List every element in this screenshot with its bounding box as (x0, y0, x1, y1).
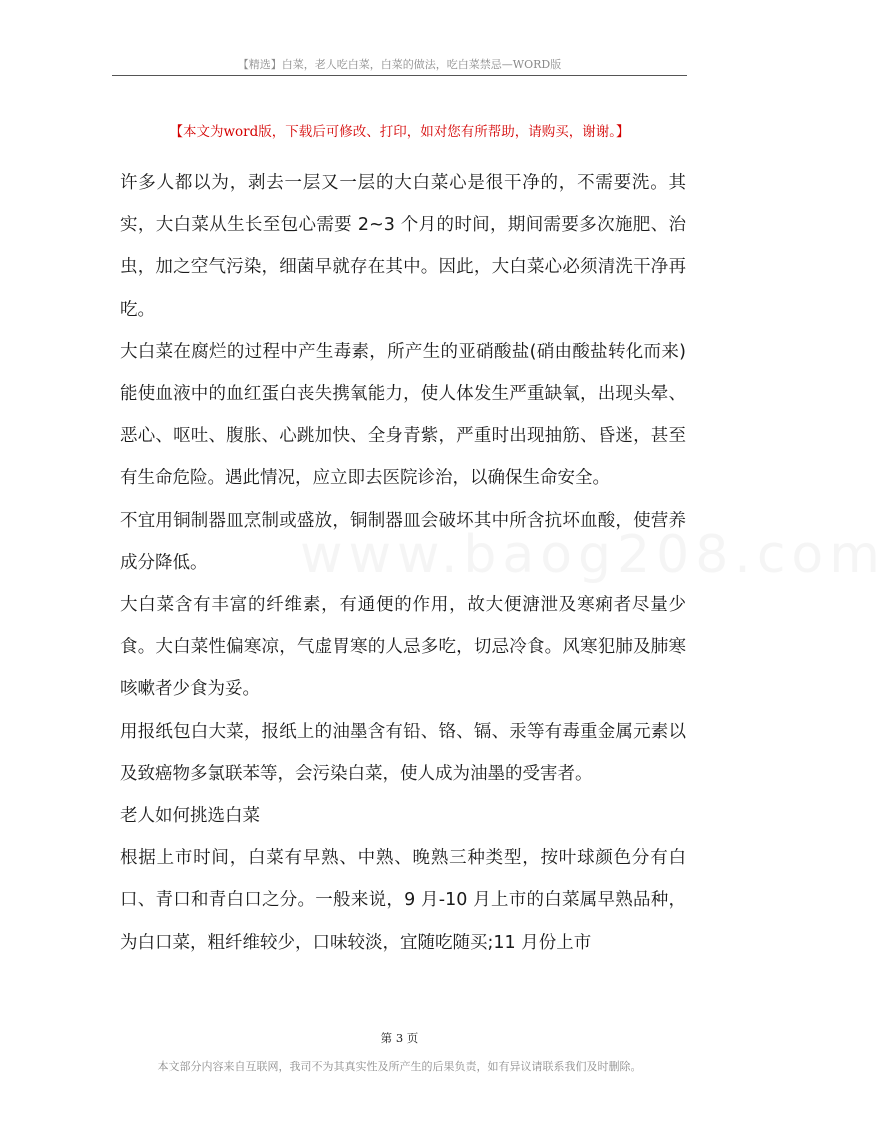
paragraph-fiber-cold-nature: 大白菜含有丰富的纤维素，有通便的作用，故大便溏泄及寒痢者尽量少食。大白菜性偏寒凉，气虚胃寒的人忌多吃，切忌冷食。风寒犯肺及肺寒咳嗽者少食为妥。 (120, 595, 686, 700)
document-body (120, 162, 686, 964)
download-notice: 【本文为word版，下载后可修改、打印，如对您有所帮助，请购买，谢谢。】 (169, 124, 630, 140)
page-number: 第 3 页 (380, 1031, 419, 1045)
page-header-title: 【精选】白菜，老人吃白菜，白菜的做法，吃白菜禁忌—WORD版 (237, 58, 562, 71)
paragraph-newspaper-wrapping: 用报纸包白大菜，报纸上的油墨含有铅、铬、镉、汞等有毒重金属元素以及致癌物多氯联苯等，会污染白菜，使人成为油墨的受害者。 (120, 721, 686, 784)
header-divider (112, 75, 687, 76)
paragraph-cleaning: 许多人都以为，剥去一层又一层的大白菜心是很干净的，不需要洗。其实，大白菜从生长至包心需要 2~3 个月的时间，期间需要多次施肥、治虫，加之空气污染，细菌早就存在其中。因此，大白菜心必须清洗干净再吃。 (120, 173, 686, 320)
footer-disclaimer: 本文部分内容来自互联网，我司不为其真实性及所产生的后果负责，如有异议请联系我们及时删除。 (157, 1060, 642, 1073)
watermark-text: www.baog208.com (300, 525, 886, 585)
paragraph-copper-cookware: 不宜用铜制器皿烹制或盛放，铜制器皿会破坏其中所含抗坏血酸，使营养成分降低。 (120, 510, 686, 573)
paragraph-varieties: 根据上市时间，白菜有早熟、中熟、晚熟三种类型，按叶球颜色分有白口、青口和青白口之分。一般来说，9 月-10 月上市的白菜属早熟品种，为白口菜，粗纤维较少，口味较淡，宜随吃随买;11 月份上市 (120, 848, 686, 953)
section-heading-selecting: 老人如何挑选白菜 (120, 806, 260, 827)
paragraph-rotting-toxins: 大白菜在腐烂的过程中产生毒素，所产生的亚硝酸盐(硝由酸盐转化而来)能使血液中的血红蛋白丧失携氧能力，使人体发生严重缺氧，出现头晕、恶心、呕吐、腹胀、心跳加快、全身青紫，严重时出现抽筋、昏迷，甚至有生命危险。遇此情况，应立即去医院诊治，以确保生命安全。 (120, 341, 686, 489)
